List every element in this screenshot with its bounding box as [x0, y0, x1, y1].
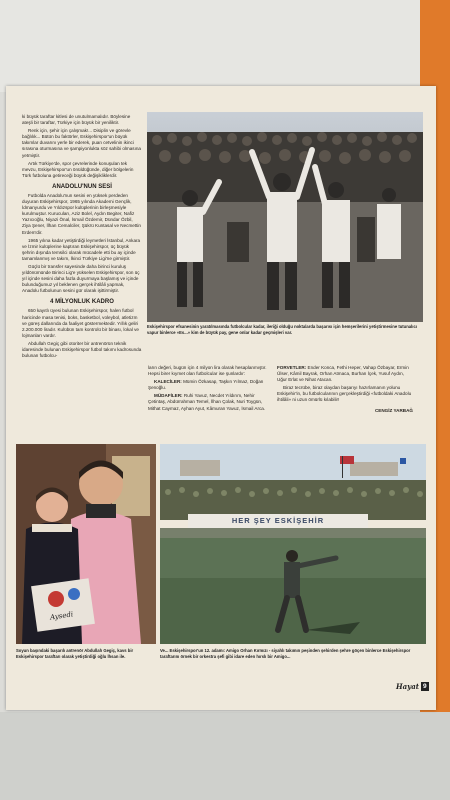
paragraph: Güçlü bir transfer sayesinde daha birinci kuruluş yıldönümünde Birinci Lig'e yükselen Eskişehirspor, son üç yıl içinde sesini daha fazla duyurmaya başlamış ve içinde bulunduğumuz yıl beklenen gerçek ihtilâli yapmak, Anadolu futbolunun sesini gür olarak işittirmiştir. [22, 263, 140, 294]
crowd-photo [147, 112, 423, 322]
article-column-right [277, 365, 413, 414]
stadium-photo [160, 444, 426, 644]
paragraph: 650 kayıtlı üyesi bulunan Eskişehirspor, halen futbol haricinde masa tenisi, boks, basketbol, voleybol, atletizm ve güreş dallarında da faaliyet göstermektedir. Yıllık geliri 2.200.000 liradır. Kulübün tam kontrolü bir binası, lokal ve lojmanları vardır. [22, 308, 139, 338]
roster-forwards [277, 365, 413, 383]
roster-names: Ruhi Yavuz, Necdet Yıldırım, Nehir Çetintaş, Abdürrahman Temel, İlhan Çolak, Nuri Toygün, Mithat Caymaz, Ayhan Ayut, Kâmuran Yavuz, İsmail Arca. [148, 393, 266, 411]
magazine-page [6, 86, 436, 710]
book-label: Aysedi [49, 610, 74, 622]
photo-caption: Soyun başındaki başarılı antrenör Abdullah Gegiç, kavs bir Eskişehirspor taraftarı olarak yetiştirdiği oğlu İhsan ile. [16, 648, 134, 659]
coach-photo [16, 444, 156, 644]
paragraph: 1965 yılına kadar yetiştirdiği leymetleri İstanbul, Ankara ve İzmir kulüplerine kaptıran Eskişehirspor, üç büyük şehrin dışında temsilci olarak mücadele etti bu ay içinde tamamlanmış ve takım, İkinci Türkiye Ligi'ne girmiştir. [22, 237, 141, 261]
roster-defenders [148, 393, 270, 411]
background-bottom [0, 712, 450, 800]
paragraph: ki büyük taraftar kitlesi de unutulmamalıdır. Böylesine ateşli bir taraftar, Türkiye için büyük bir yeniliktir. [22, 114, 131, 126]
paragraph: Renk için, şehir için çalışmak!... Disiplin ve görevle bağlılık... Bütün bu faktörler, Eskişehirspor'un büyük takımlar duvarını yerle bir ederek, puan cetvelinin ikinci sırasına oturmasına ve şampiyonlukta söz sahibi olmasına yetmiştir. [22, 128, 141, 158]
roster-label: MÜDAFİLER: [154, 393, 183, 399]
author-signature: CENGİZ YARBAĞ [374, 407, 413, 413]
page-number: 9 [423, 682, 427, 690]
paragraph: Abdullah Gegiç gibi otoriter bir antrenörün teknik idaresinde bulunan Eskişehirspor futbol takımı kadrosunda bulunan futbolcu- [22, 340, 142, 359]
article-column-middle [148, 365, 270, 414]
paragraph: Futbolda Anadolu'nun sesini en yüksek perdeden duyuran Eskişehirspor, 1965 yılında Akademi Gençlik, İdmanyurdu ve Yıldızspor kulüplerinin birleşmesiyle kurulmuştur. Kurucuları, Aziz Bolel, Aydın Begiter, Nafiz Yazıcıoğlu, Niyazi Önal, İsmail Özdemir, Dündar Özbil, Ziya Şener, İlhan Cemalciler, Şükrü Kuntasal ve Necmettin Erdem'dir. [22, 192, 141, 235]
roster-label: KALECİLER: [154, 379, 182, 385]
article-column-left [22, 114, 142, 361]
roster-label: FORVETLER: [277, 365, 307, 370]
paragraph: Biraz tecrübe, biraz olaydan başarıyı hazırlamanın yolunu Eskişehir'in, bu futbolcularının gerçekleştirdiği «futboldaki Anadolu ihtilâli» ni uzun ömürlü kılabilir! [277, 385, 412, 403]
roster-goalkeepers [148, 379, 270, 391]
roster-names: Mümin Özkasap, Taşkın Yılmaz, Doğan Şenoğlu. [148, 379, 264, 391]
section-heading: ANADOLU'NUN SESİ [52, 183, 112, 190]
roster-names: Ender Konca, Fethi Heper, Vahap Özbayar, Ermin Ülser, Kâmil Bayrak, Orhan Atmaca, Burhan İçek, Yusuf Aydın, Uğur Erlat ve Nihat Atacan. [277, 365, 409, 383]
stadium-banner: HER ŞEY ESKİŞEHİR [231, 516, 325, 525]
photo-caption: Ve... Eskişehirspor'un 12. adamı: Amigo Orhan Kırmızı - siyahlı takımın peşinden şehirden şehre göçen binlerce Eskişehirspor taraftarını örnek bir orkestra şefi gibi idare eden hırslı bir Amigo... [160, 648, 411, 659]
paragraph: Artık Türkiye'de, spor çevrelerinde konuşulan tek mevzu, Eskişehirspor'un önüldüğünde, diğer bölgelerin Türk futboluna getireceği büyük değişikliklerdir. [22, 160, 134, 178]
magazine-name: Hayat [396, 681, 419, 691]
paragraph: ların değeri, bugün için 4 milyon lira olarak hesaplanmıştır. Hepsi birer kıymet olan futbolcular ise şunlardır: [148, 365, 267, 377]
page-footer [396, 681, 429, 691]
photo-caption: Eskişehirspor efsanesinin yaratılmasında futbolcular kadar, ileriği olduğu noktalarda başarısı için hemşerilerini yetiştirmesine tutunalıcı vapur binlerce «Es...» kim de büyük pay, gene onlar kadar geçmişleri var. [147, 324, 417, 335]
section-heading: 4 MİLYONLUK KADRO [50, 299, 114, 306]
background-top [0, 0, 450, 92]
